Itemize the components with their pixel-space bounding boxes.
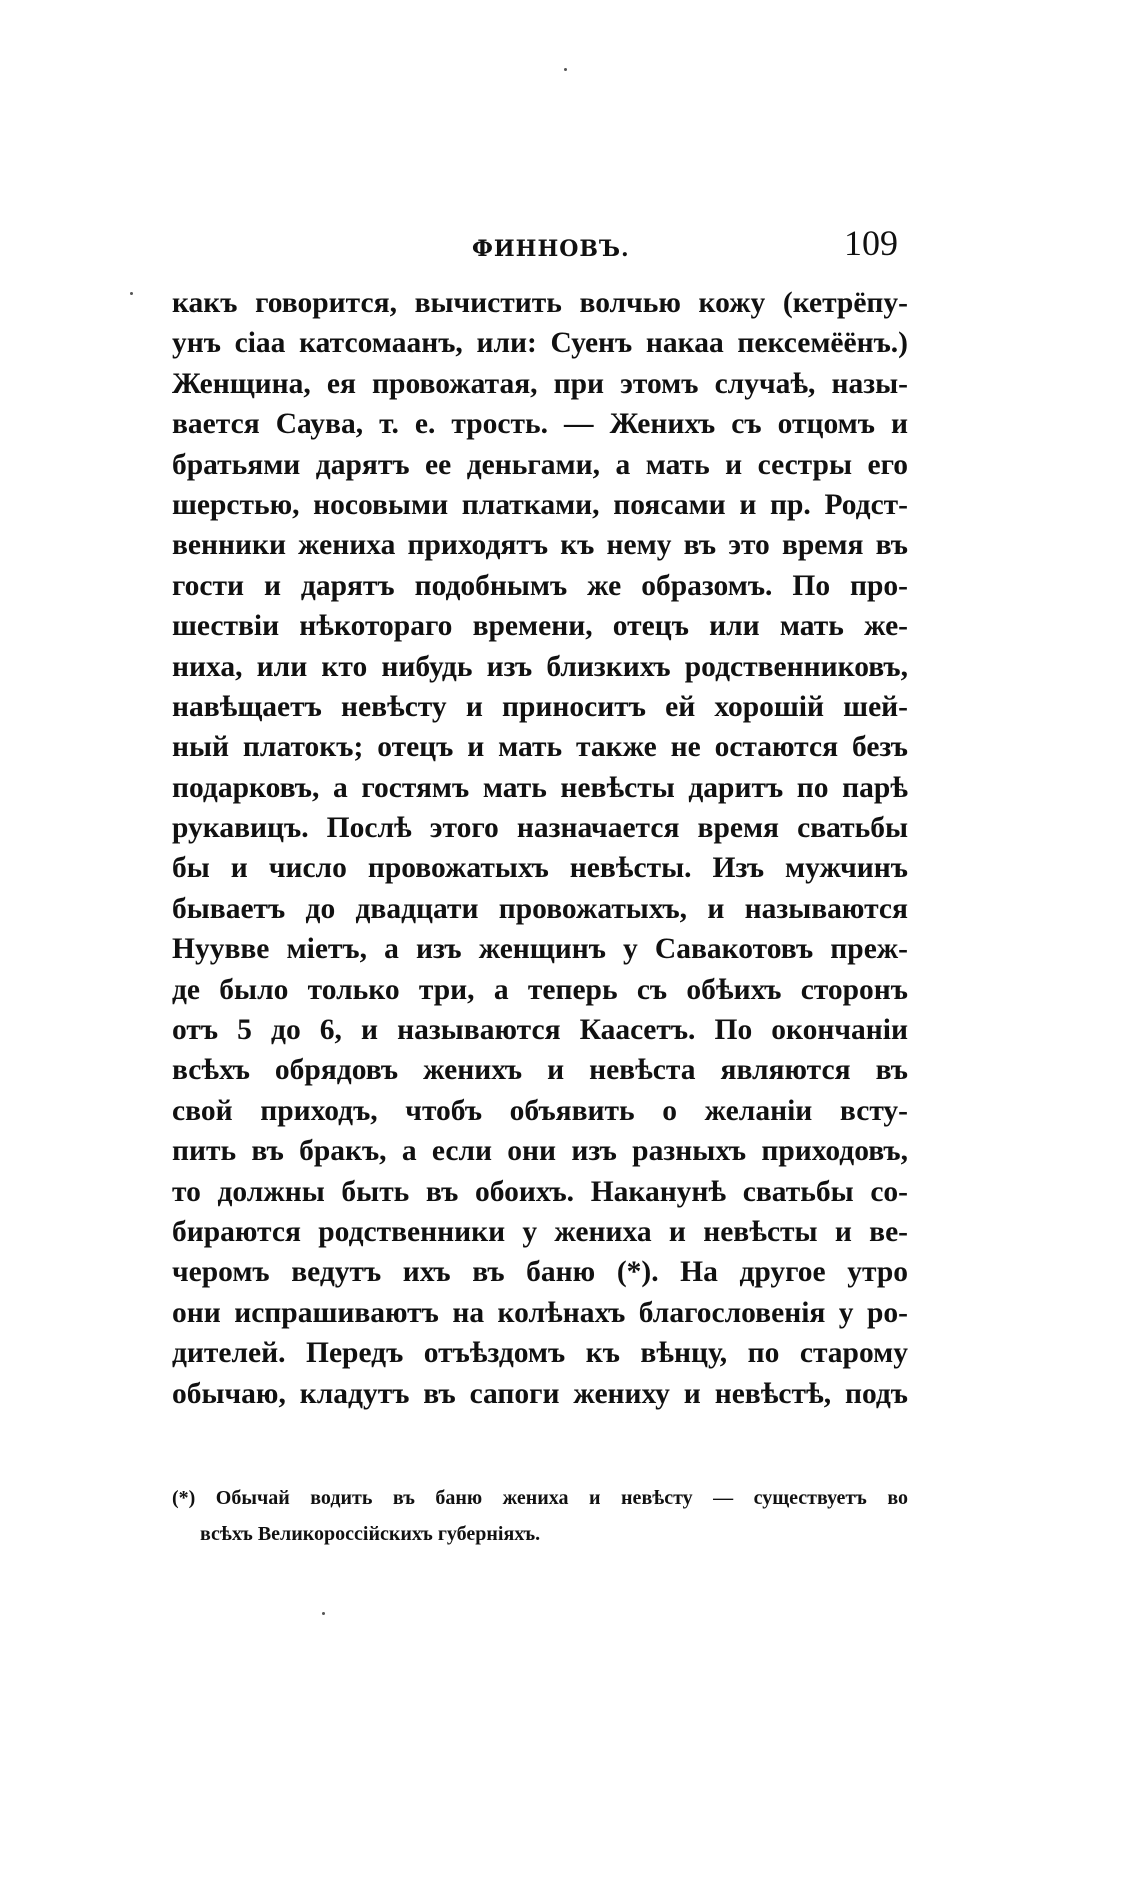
text-line: черомъ ведутъ ихъ въ баню (*). На другое утро xyxy=(172,1256,908,1289)
text-line: ниха, или кто нибудь изъ близкихъ родственниковъ, xyxy=(172,650,908,683)
page-number: 109 xyxy=(844,223,898,263)
text-line: дителей. Передъ отъѣздомъ къ вѣнцу, по старому xyxy=(172,1337,908,1370)
text-line: пить въ бракъ, а если они изъ разныхъ приходовъ, xyxy=(172,1135,908,1168)
text-line: они испрашиваютъ на колѣнахъ благословенія у ро- xyxy=(172,1296,908,1329)
text-line: шествіи нѣкотораго времени, отецъ или мать же- xyxy=(172,610,908,643)
text-line: Нуувве міетъ, а изъ женщинъ у Савакотовъ преж- xyxy=(172,933,908,966)
running-title: ФИННОВЪ. xyxy=(472,236,630,262)
text-line: шерстью, носовыми платками, поясами и пр. Родст- xyxy=(172,488,908,521)
scan-speck xyxy=(564,68,567,71)
scan-speck xyxy=(130,292,133,295)
text-line: подарковъ, а гостямъ мать невѣсты даритъ по парѣ xyxy=(172,771,908,804)
text-line: братьями дарятъ ее деньгами, а мать и сестры его xyxy=(172,448,908,481)
text-line: то должны быть въ обоихъ. Наканунѣ сватьбы со- xyxy=(172,1175,908,1208)
text-line: ный платокъ; отецъ и мать также не остаются безъ xyxy=(172,731,908,764)
footnote-line: всѣхъ Великороссійскихъ губерніяхъ. xyxy=(200,1523,541,1545)
text-line: рукавицъ. Послѣ этого назначается время сватьбы xyxy=(172,812,908,845)
text-line: де было только три, а теперь съ обѣихъ сторонъ xyxy=(172,973,908,1006)
scan-speck xyxy=(322,1612,325,1615)
text-line: венники жениха приходятъ къ нему въ это время въ xyxy=(172,529,908,562)
text-line: унъ сіаа катсомаанъ, или: Суенъ накаа пексемёёнъ.) xyxy=(172,327,908,360)
text-line: гости и дарятъ подобнымъ же образомъ. По про- xyxy=(172,569,908,602)
text-line: Женщина, ея провожатая, при этомъ случаѣ, назы- xyxy=(172,367,908,400)
body-text xyxy=(172,283,908,1414)
text-line: бы и число провожатыхъ невѣсты. Изъ мужчинъ xyxy=(172,852,908,885)
text-line: всѣхъ обрядовъ женихъ и невѣста являются въ xyxy=(172,1054,908,1087)
running-head xyxy=(172,222,908,272)
text-line: обычаю, кладутъ въ сапоги жениху и невѣстѣ, подъ xyxy=(172,1377,908,1410)
text-line: какъ говорится, вычистить волчью кожу (кетрёпу- xyxy=(172,287,908,319)
text-line: вается Саува, т. е. трость. — Женихъ съ отцомъ и xyxy=(172,408,908,441)
footnote xyxy=(172,1480,908,1552)
footnote-line: (*) Обычай водить въ баню жениха и невѣсту — существуетъ во xyxy=(172,1487,908,1509)
text-line: бываетъ до двадцати провожатыхъ, и называются xyxy=(172,892,908,925)
text-line: отъ 5 до 6, и называются Кааcетъ. По окончаніи xyxy=(172,1014,908,1047)
text-line: свой приходъ, чтобъ объявить о желаніи всту- xyxy=(172,1094,908,1127)
text-line: навѣщаетъ невѣсту и приноситъ ей хорошій шей- xyxy=(172,690,908,723)
text-line: бираются родственники у жениха и невѣсты и ве- xyxy=(172,1215,908,1248)
